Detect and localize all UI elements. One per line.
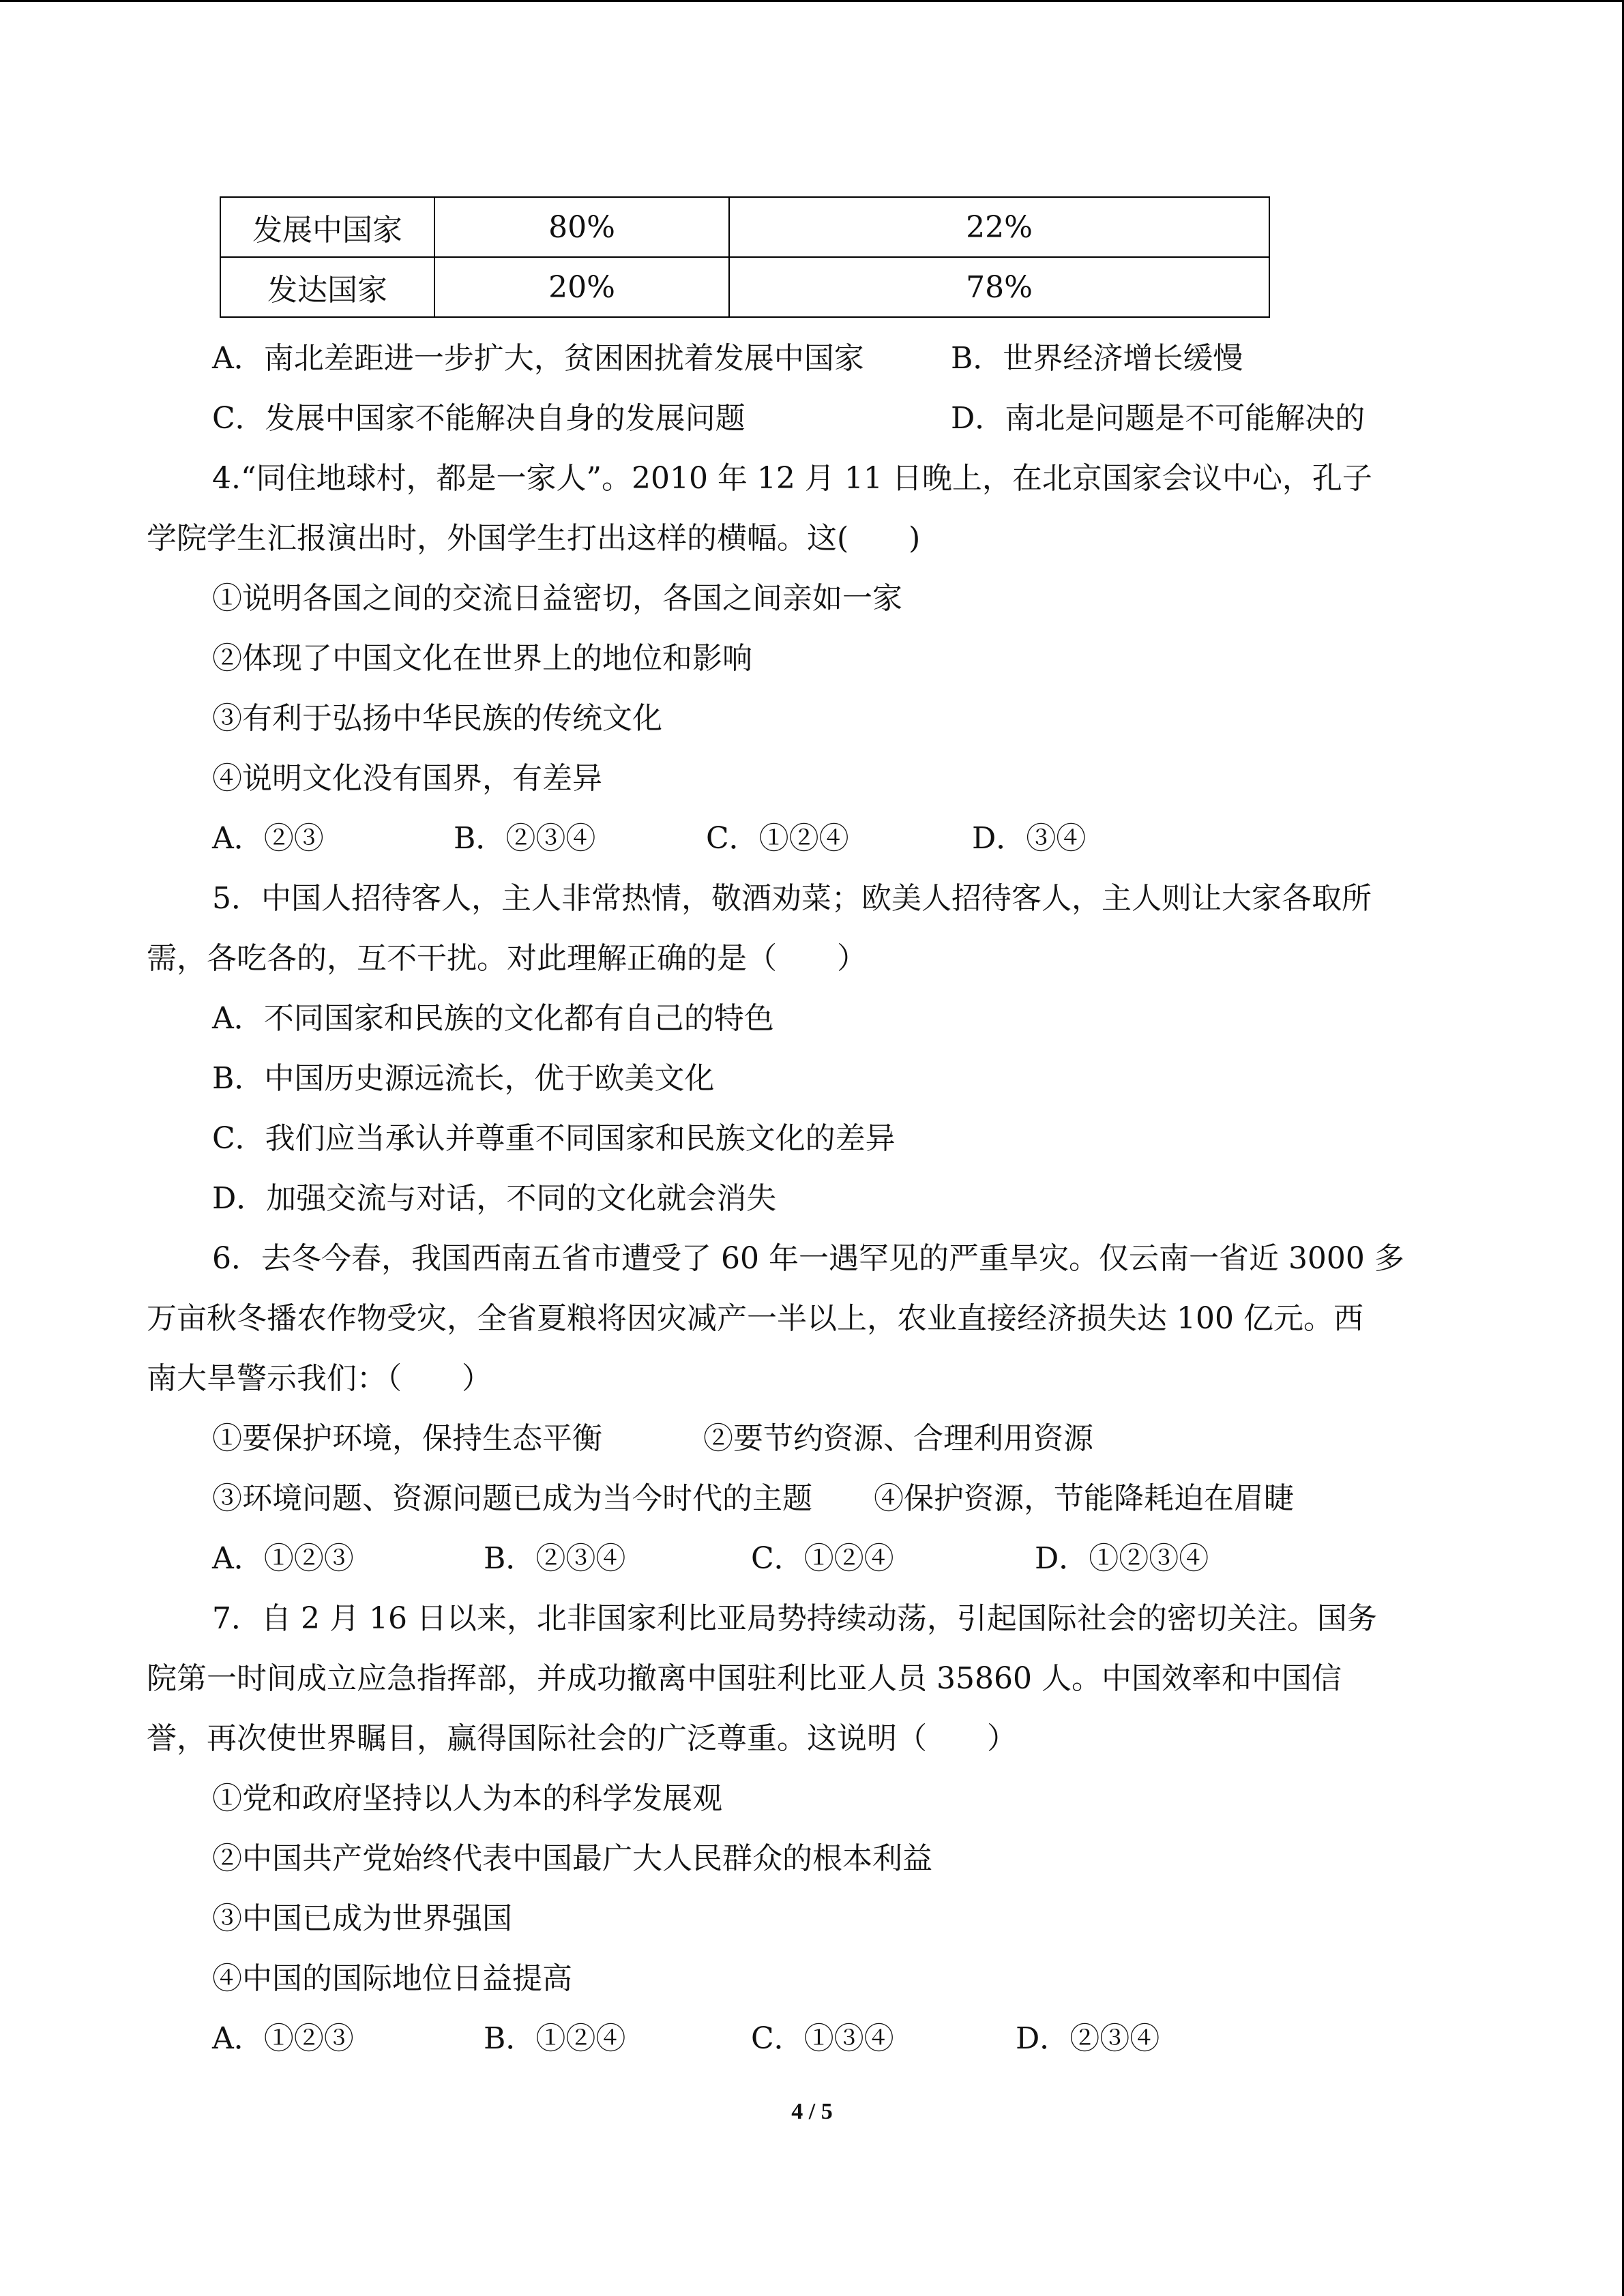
q6-statement-4: ④保护资源，节能降耗迫在眉睫 xyxy=(874,1481,1294,1516)
q4-options xyxy=(147,809,1483,869)
q5-option-b: B．中国历史源远流长，优于欧美文化 xyxy=(212,1061,715,1096)
q5-option-c: C．我们应当承认并尊重不同国家和民族文化的差异 xyxy=(212,1121,896,1156)
q4-option-d: D．③④ xyxy=(972,821,1087,856)
table-row xyxy=(220,257,1269,317)
table-cell-value: 20% xyxy=(434,257,729,317)
q3-options-row-2 xyxy=(147,389,1483,449)
q4-stem-line-2: 学院学生汇报演出时，外国学生打出这样的横幅。这( ) xyxy=(147,521,921,556)
q6-option-a: A．①②③ xyxy=(212,1541,354,1576)
q6-statements-row-2 xyxy=(147,1469,1483,1529)
q3-option-a: A．南北差距进一步扩大，贫困困扰着发展中国家 xyxy=(212,341,864,376)
q6-statement-1: ①要保护环境，保持生态平衡 xyxy=(212,1421,602,1456)
q6-option-d: D．①②③④ xyxy=(1035,1541,1209,1576)
q7-stem-line-2: 院第一时间成立应急指挥部，并成功撤离中国驻利比亚人员 35860 人。中国效率和中国信 xyxy=(147,1661,1342,1696)
q3-option-d: D．南北是问题是不可能解决的 xyxy=(951,401,1365,436)
q3-option-c: C．发展中国家不能解决自身的发展问题 xyxy=(212,401,745,436)
q6-options xyxy=(147,1529,1483,1589)
table-cell-value: 78% xyxy=(729,257,1269,317)
q4-statement-1: ①说明各国之间的交流日益密切，各国之间亲如一家 xyxy=(212,581,902,616)
q4-statement-2: ②体现了中国文化在世界上的地位和影响 xyxy=(212,641,752,676)
table-cell-value: 22% xyxy=(729,197,1269,257)
q7-option-b: B．①②④ xyxy=(484,2021,626,2056)
document-body xyxy=(147,329,1483,2069)
q7-statement-2: ②中国共产党始终代表中国最广大人民群众的根本利益 xyxy=(212,1841,932,1876)
q4-option-b: B．②③④ xyxy=(454,821,596,856)
q7-stem-line-1: 7．自 2 月 16 日以来，北非国家利比亚局势持续动荡，引起国际社会的密切关注。国务 xyxy=(212,1601,1377,1636)
q4-option-a: A．②③ xyxy=(212,821,324,856)
q4-statement-4: ④说明文化没有国界，有差异 xyxy=(212,761,602,796)
q7-stem-line-3: 誉，再次使世界瞩目，赢得国际社会的广泛尊重。这说明（ ） xyxy=(147,1721,1017,1756)
q3-options-row-1 xyxy=(147,329,1483,389)
q6-statements-row-1 xyxy=(147,1409,1483,1469)
q4-stem-line-1: 4.“同住地球村，都是一家人”。2010 年 12 月 11 日晚上，在北京国家会议中心，孔子 xyxy=(212,461,1372,496)
q6-stem-line-2: 万亩秋冬播农作物受灾，全省夏粮将因灾减产一半以上，农业直接经济损失达 100 亿元。西 xyxy=(147,1301,1363,1336)
data-table xyxy=(220,196,1270,318)
q6-stem-line-1: 6．去冬今春，我国西南五省市遭受了 60 年一遇罕见的严重旱灾。仅云南一省近 3000 多 xyxy=(212,1241,1404,1276)
q7-statement-3: ③中国已成为世界强国 xyxy=(212,1901,512,1936)
q4-option-c: C．①②④ xyxy=(706,821,849,856)
page-number: 4 / 5 xyxy=(791,2099,833,2124)
q5-stem-line-2: 需，各吃各的，互不干扰。对此理解正确的是（ ） xyxy=(147,941,867,976)
q7-option-d: D．②③④ xyxy=(1016,2021,1160,2056)
q6-statement-2: ②要节约资源、合理利用资源 xyxy=(703,1421,1093,1456)
top-border-line xyxy=(0,0,1624,2)
q6-stem-line-3: 南大旱警示我们：（ ） xyxy=(147,1361,492,1396)
q5-option-d: D．加强交流与对话，不同的文化就会消失 xyxy=(212,1181,777,1216)
q7-option-a: A．①②③ xyxy=(212,2021,354,2056)
table-row xyxy=(220,197,1269,257)
q5-option-a: A．不同国家和民族的文化都有自己的特色 xyxy=(212,1001,774,1036)
q4-statement-3: ③有利于弘扬中华民族的传统文化 xyxy=(212,701,662,736)
q7-statement-4: ④中国的国际地位日益提高 xyxy=(212,1961,572,1996)
q7-options xyxy=(147,2009,1483,2069)
q7-statement-1: ①党和政府坚持以人为本的科学发展观 xyxy=(212,1781,722,1816)
q6-option-b: B．②③④ xyxy=(484,1541,626,1576)
q7-option-c: C．①③④ xyxy=(751,2021,894,2056)
q6-option-c: C．①②④ xyxy=(751,1541,894,1576)
q5-stem-line-1: 5．中国人招待客人，主人非常热情，敬酒劝菜；欧美人招待客人，主人则让大家各取所 xyxy=(212,881,1372,916)
q6-statement-3: ③环境问题、资源问题已成为当今时代的主题 xyxy=(212,1481,812,1516)
q3-option-b: B．世界经济增长缓慢 xyxy=(951,341,1243,376)
table-cell-value: 80% xyxy=(434,197,729,257)
table-cell-label: 发展中国家 xyxy=(220,197,434,257)
table-cell-label: 发达国家 xyxy=(220,257,434,317)
